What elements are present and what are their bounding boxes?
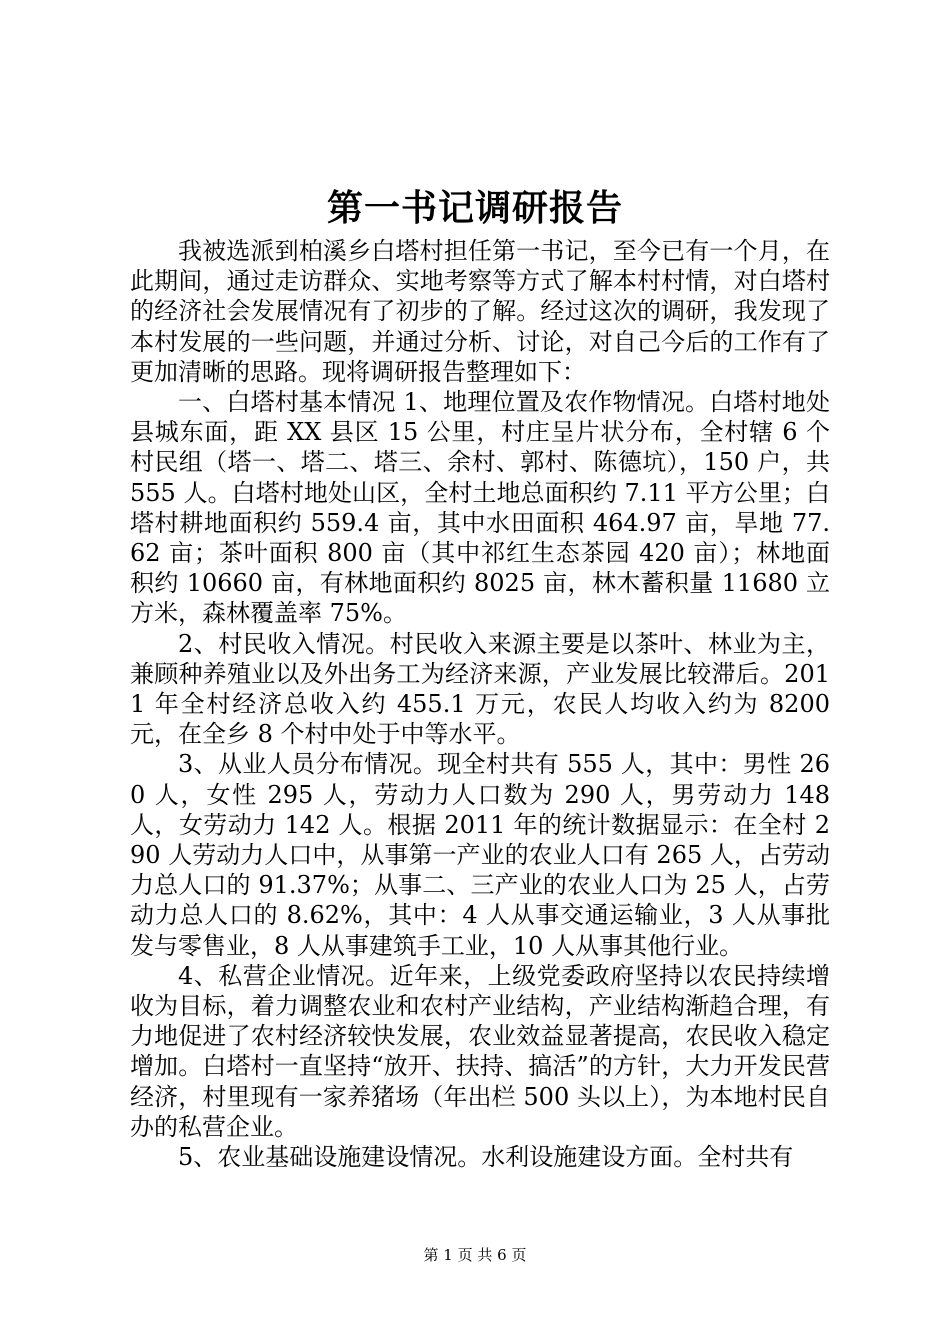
paragraph-employment: 3、从业人员分布情况。现全村共有 555 人，其中：男性 260 人，女性 295 人，劳动力人口数为 290 人，男劳动力 148 人，女劳动力 142 人。根据 2011 年的统计数据显示：在全村 290 人劳动力人口中，从事第一产业的农业人口有 265 人，占劳动力总人口的 91.37%；从事二、三产业的农业人口为 25 人，占劳动力总人口的 8.62%，其中：4 人从事交通运输业，3 人从事批发与零售业，8 人从事建筑手工业，10 人从事其他行业。 [130, 750, 830, 960]
document-body [130, 236, 830, 1172]
document-title: 第一书记调研报告 [326, 187, 623, 229]
page-footer: 第 1 页 共 6 页 [423, 1246, 527, 1264]
paragraph-intro: 我被选派到柏溪乡白塔村担任第一书记，至今已有一个月，在此期间，通过走访群众、实地考察等方式了解本村村情，对白塔村的经济社会发展情况有了初步的了解。经过这次的调研，我发现了本村发展的一些问题，并通过分析、讨论，对自己今后的工作有了更加清晰的思路。现将调研报告整理如下： [130, 237, 830, 386]
paragraph-private-enterprise: 4、私营企业情况。近年来，上级党委政府坚持以农民持续增收为目标，着力调整农业和农村产业结构，产业结构渐趋合理，有力地促进了农村经济较快发展，农业效益显著提高，农民收入稳定增加。白塔村一直坚持“放开、扶持、搞活”的方针，大力开发民营经济，村里现有一家养猪场（年出栏 500 头以上），为本地村民自办的私营企业。 [130, 961, 830, 1141]
paragraph-basic-info: 一、白塔村基本情况 1、地理位置及农作物情况。白塔村地处县城东面，距 XX 县区 15 公里，村庄呈片状分布，全村辖 6 个村民组（塔一、塔二、塔三、余村、郭村、陈德坑），150 户，共 555 人。白塔村地处山区，全村土地总面积约 7.11 平方公里；白塔村耕地面积约 559.4 亩，其中水田面积 464.97 亩，旱地 77.62 亩；茶叶面积 800 亩（其中祁红生态茶园 420 亩）；林地面积约 10660 亩，有林地面积约 8025 亩，林木蓄积量 11680 立方米，森林覆盖率 75%。 [130, 388, 830, 628]
paragraph-infrastructure: 5、农业基础设施建设情况。水利设施建设方面。全村共有 [178, 1143, 794, 1172]
paragraph-income: 2、村民收入情况。村民收入来源主要是以茶叶、林业为主，兼顾种养殖业以及外出务工为经济来源，产业发展比较滞后。2011 年全村经济总收入约 455.1 万元，农民人均收入约为 8200 元，在全乡 8 个村中处于中等水平。 [130, 629, 830, 749]
